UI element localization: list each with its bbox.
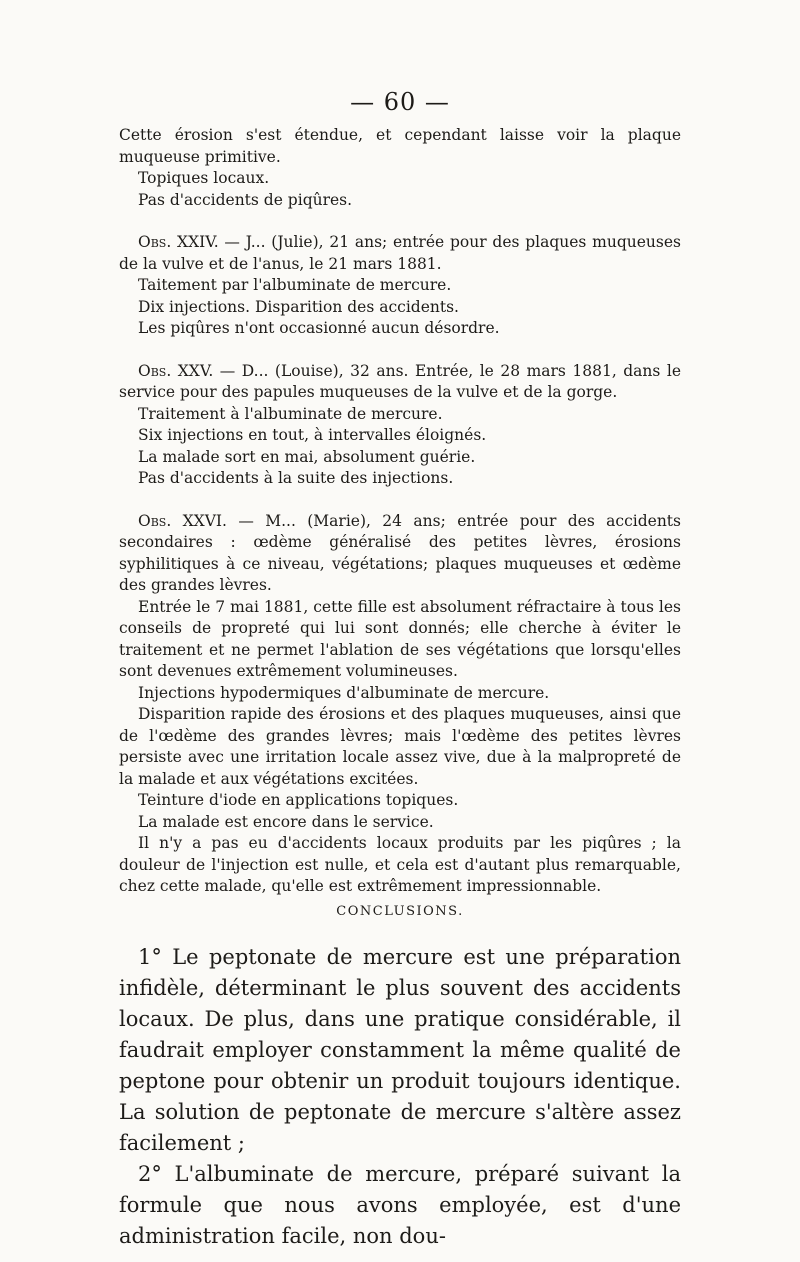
observation-intro: — M... (Marie), 24 ans; entrée pour des accidents secondaires : œdème généralisé des petites lèvres, érosions syphilitiques à ce niveau, végétations; plaques muqueuses et œdème des grandes lèvres. xyxy=(119,511,681,594)
conclusion-paragraph: 2° L'albuminate de mercure, préparé suivant la formule que nous avons employée, est d'une administration facile, non dou- xyxy=(119,1162,681,1248)
observation-26 xyxy=(119,511,681,597)
paragraph: Il n'y a pas eu d'accidents locaux produits par les piqûres ; la douleur de l'injection est nulle, et cela est d'autant plus remarquable, chez cette malade, qu'elle est extrêmement impressionnable. xyxy=(119,834,681,895)
observation-intro: — J... (Julie), 21 ans; entrée pour des plaques muqueuses de la vulve et de l'anus, le 21 mars 1881. xyxy=(119,233,681,273)
paragraph: Entrée le 7 mai 1881, cette fille est absolument réfractaire à tous les conseils de propreté qui lui sont donnés; elle cherche à éviter le traitement et ne permet l'ablation de ses végétations que lorsqu'elles sont devenues extrêmement volumineuses. xyxy=(119,597,681,680)
paragraph: Teinture d'iode en applications topiques. xyxy=(138,791,459,809)
observation-label: Obs. XXVI. xyxy=(138,511,227,530)
observation-24 xyxy=(119,232,681,275)
paragraph: Six injections en tout, à intervalles éloignés. xyxy=(138,426,487,444)
paragraph: Cette érosion s'est étendue, et cependant laisse voir la plaque muqueuse primitive. xyxy=(119,126,681,166)
conclusion-paragraph: 1° Le peptonate de mercure est une préparation infidèle, déterminant le plus souvent des accidents locaux. De plus, dans une pratique considérable, il faudrait employer constamment la même qualité de peptone pour obtenir un produit toujours identique. La solution de peptonate de mercure s'altère assez facilement ; xyxy=(119,945,681,1155)
section-heading: CONCLUSIONS. xyxy=(336,904,464,919)
observations-text xyxy=(119,125,681,898)
conclusions-text xyxy=(119,942,681,1252)
paragraph: Taitement par l'albuminate de mercure. xyxy=(138,276,452,294)
paragraph: La malade est encore dans le service. xyxy=(138,812,434,831)
paragraph: La malade sort en mai, absolument guérie. xyxy=(138,447,476,466)
paragraph: Injections hypodermiques d'albuminate de mercure. xyxy=(138,683,550,702)
paragraph: Pas d'accidents de piqûres. xyxy=(138,190,353,209)
paragraph: Pas d'accidents à la suite des injections. xyxy=(138,469,454,487)
observation-label: Obs. XXIV. xyxy=(138,233,219,251)
paragraph: Topiques locaux. xyxy=(138,169,270,187)
page-number: — 60 — xyxy=(350,88,450,116)
paragraph: Traitement à l'albuminate de mercure. xyxy=(138,404,443,423)
paragraph: Dix injections. Disparition des accidents. xyxy=(138,297,459,316)
paragraph: Les piqûres n'ont occasionné aucun désordre. xyxy=(138,319,500,337)
observation-label: Obs. XXV. xyxy=(138,361,214,380)
paragraph: Disparition rapide des érosions et des plaques muqueuses, ainsi que de l'œdème des grandes lèvres; mais l'œdème des petites lèvres persiste avec une irritation locale assez vive, due à la malpropreté de la malade et aux végétations excitées. xyxy=(119,705,681,788)
observation-intro: — D... (Louise), 32 ans. Entrée, le 28 mars 1881, dans le service pour des papules muqueuses de la vulve et de la gorge. xyxy=(119,361,681,401)
observation-25 xyxy=(119,361,681,404)
